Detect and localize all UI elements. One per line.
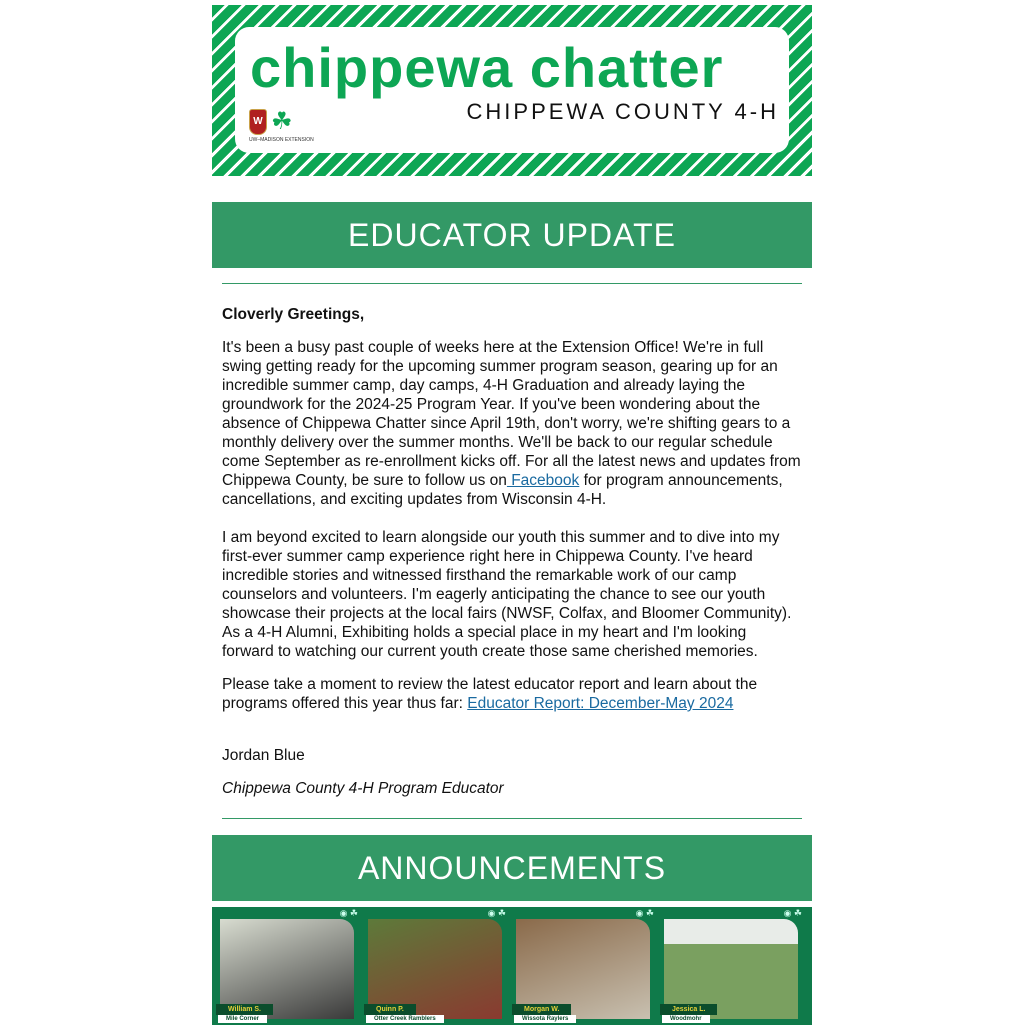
graduate-name: William S. (216, 1004, 273, 1015)
graduate-club: Otter Creek Ramblers (366, 1015, 444, 1023)
graduate-card (660, 907, 808, 1025)
graduate-name: Morgan W. (512, 1004, 571, 1015)
signature-name: Jordan Blue (222, 747, 305, 764)
newsletter-subtitle: CHIPPEWA COUNTY 4-H (466, 99, 779, 124)
header-banner (212, 5, 812, 176)
divider (222, 283, 802, 284)
p3-text: Please take a moment to review the latest educator report and learn about the programs offered this year thus far: (222, 676, 758, 712)
announcements-heading: ANNOUNCEMENTS (212, 835, 812, 901)
divider (222, 818, 802, 819)
graduate-club: Woodmohr (662, 1015, 710, 1023)
educator-report-link[interactable]: Educator Report: December-May 2024 (467, 695, 734, 712)
paragraph-3 (222, 675, 802, 713)
graduate-name: Jessica L. (660, 1004, 717, 1015)
p1-text: It's been a busy past couple of weeks here at the Extension Office! We're in full swing getting ready for the upcoming summer program season, gearing up for an incredible summer camp, day camps, 4-H Graduation and already laying the groundwork for the 2024-25 Program Year. If you've been wondering about the absence of Chippewa Chatter since April 19th, don't worry, we're shifting gears to a monthly delivery over the summer months. We'll be back to our regular schedule come September as re-enrollment kicks off. For all the latest news and updates from Chippewa County, be sure to follow us on (222, 339, 801, 489)
logos (249, 109, 293, 135)
clover-icon: ◉ ☘ (339, 908, 358, 918)
graduate-name: Quinn P. (364, 1004, 416, 1015)
newsletter (212, 5, 812, 1025)
clover-icon: ◉ ☘ (635, 908, 654, 918)
greeting: Cloverly Greetings, (222, 306, 365, 323)
graduate-photos (212, 907, 812, 1025)
logo-text: UW–MADISON EXTENSION (249, 137, 314, 143)
clover-icon: ◉ ☘ (783, 908, 802, 918)
educator-content (212, 305, 812, 798)
paragraph-1 (222, 338, 802, 509)
graduate-card (364, 907, 512, 1025)
banner-card (235, 27, 789, 153)
graduate-card (512, 907, 660, 1025)
signature-title: Chippewa County 4-H Program Educator (222, 780, 504, 797)
clover-icon: ◉ ☘ (487, 908, 506, 918)
graduate-club: Wissota Raylers (514, 1015, 576, 1023)
paragraph-2: I am beyond excited to learn alongside our youth this summer and to dive into my first-ever summer camp experience right here in Chippewa County. I've heard incredible stories and witnessed firsthand the remarkable work of our camp counselors and volunteers. I'm eagerly anticipating the chance to see our youth showcase their projects at the local fairs (NWSF, Colfax, and Bloomer Community). As a 4-H Alumni, Exhibiting holds a special place in my heart and I'm looking forward to watching our current youth create those same cherished memories. (222, 529, 792, 660)
educator-update-heading: EDUCATOR UPDATE (212, 202, 812, 268)
graduate-club: Mile Corner (218, 1015, 267, 1023)
newsletter-title: chippewa chatter (250, 36, 724, 99)
4h-clover-icon: ☘ (271, 108, 293, 135)
uw-crest-icon: W (249, 109, 267, 135)
p1-text-end: for program announcements, cancellations, and exciting updates from Wisconsin 4-H. (222, 472, 783, 508)
graduate-card (216, 907, 364, 1025)
facebook-link[interactable]: Facebook (506, 472, 580, 489)
